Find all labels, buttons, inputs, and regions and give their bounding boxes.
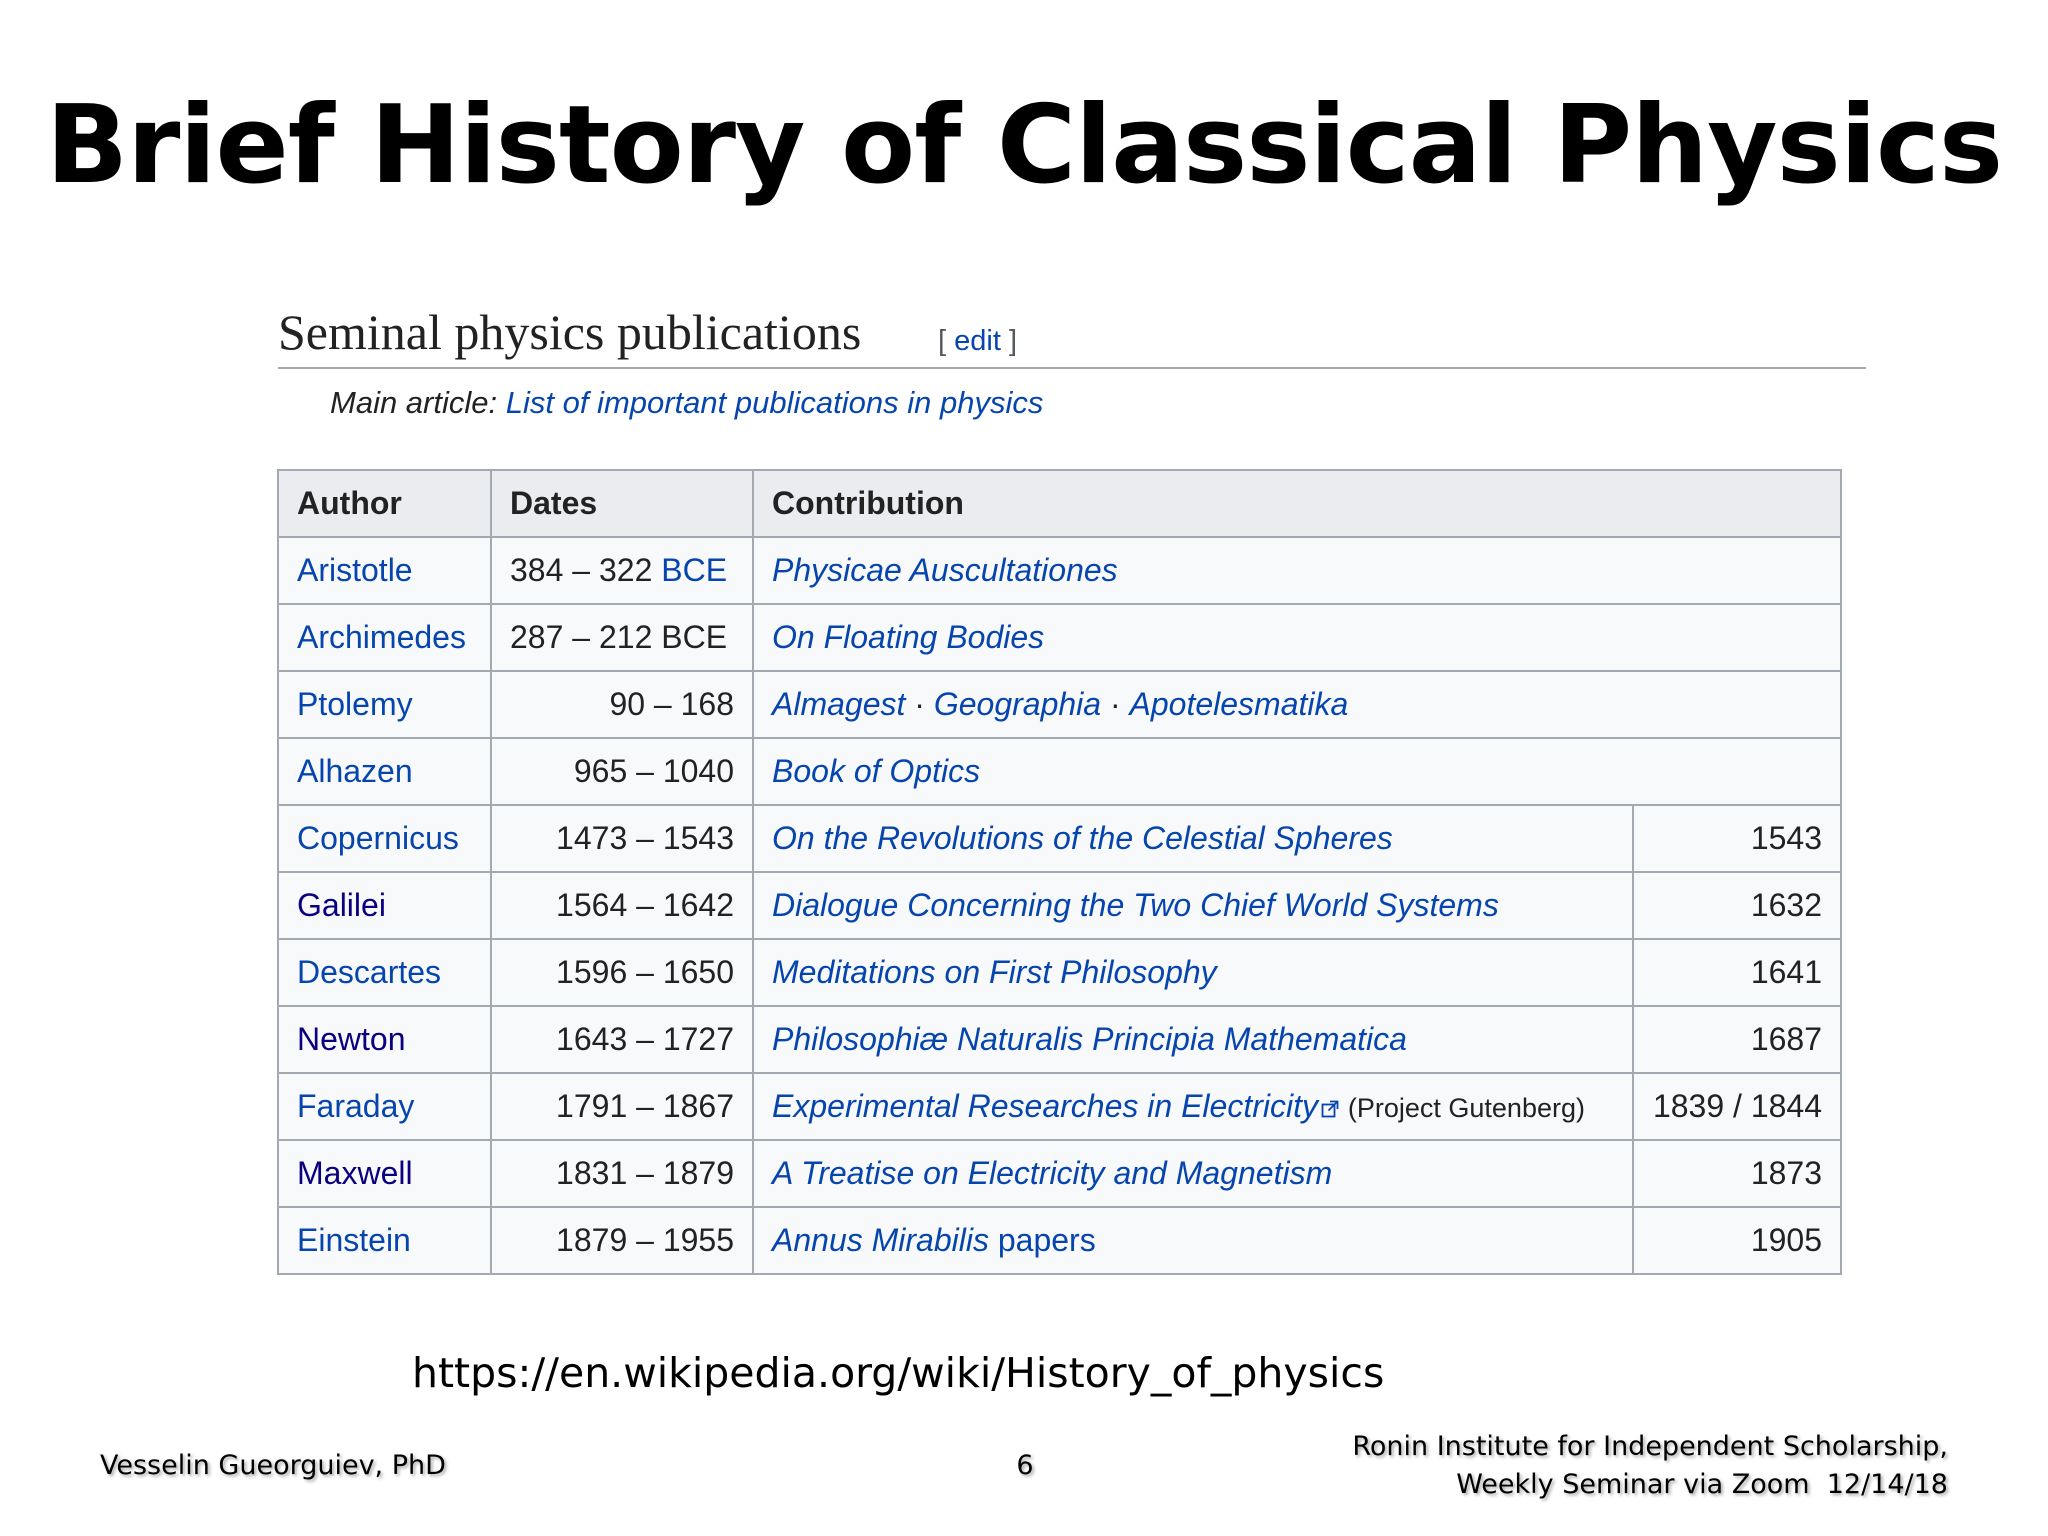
table-row [278, 939, 1841, 1006]
contribution-link[interactable]: On Floating Bodies [772, 619, 1045, 655]
external-link-icon [1321, 1100, 1339, 1118]
author-cell [278, 872, 491, 939]
edit-bracket-close: ] [1000, 325, 1018, 357]
dates-cell: 90 – 168 [491, 671, 753, 738]
contribution-link[interactable]: Geographia [933, 686, 1102, 722]
hatnote-prefix: Main article: [330, 385, 506, 420]
hatnote [330, 385, 1043, 421]
author-cell [278, 604, 491, 671]
contribution-note: (Project Gutenberg) [1347, 1093, 1585, 1123]
contribution-link[interactable]: Physicae Auscultationes [772, 552, 1118, 588]
table-row [278, 738, 1841, 805]
column-header-contribution[interactable]: Contribution [753, 470, 1841, 537]
contribution-suffix[interactable]: papers [988, 1222, 1096, 1258]
table-row [278, 604, 1841, 671]
contribution-cell [753, 1140, 1633, 1207]
table-row [278, 1207, 1841, 1274]
contribution-link[interactable]: A Treatise on Electricity and Magnetism [772, 1155, 1333, 1191]
contribution-cell [753, 604, 1841, 671]
footer-institution-line2: Weekly Seminar via Zoom 12/14/18 [1456, 1469, 1948, 1500]
year-cell: 1543 [1633, 805, 1841, 872]
author-cell [278, 738, 491, 805]
column-header-author[interactable]: Author [278, 470, 491, 537]
table-row [278, 1073, 1841, 1140]
year-cell: 1839 / 1844 [1633, 1073, 1841, 1140]
bce-link[interactable]: BCE [661, 552, 728, 588]
contribution-link[interactable]: Annus Mirabilis [772, 1222, 989, 1258]
author-link[interactable]: Einstein [297, 1222, 411, 1258]
contribution-link[interactable]: Experimental Researches in Electricity [772, 1088, 1318, 1124]
author-link[interactable]: Descartes [297, 954, 442, 990]
slide-title: Brief History of Classical Physics [45, 83, 2003, 208]
author-link[interactable]: Aristotle [297, 552, 413, 588]
year-cell: 1905 [1633, 1207, 1841, 1274]
source-url: https://en.wikipedia.org/wiki/History_of_physics [412, 1349, 1385, 1397]
author-link[interactable]: Maxwell [297, 1155, 413, 1191]
author-link[interactable]: Copernicus [297, 820, 459, 856]
dates-cell: 287 – 212 BCE [491, 604, 753, 671]
contribution-cell [753, 872, 1633, 939]
author-cell [278, 1140, 491, 1207]
contribution-cell [753, 738, 1841, 805]
contribution-cell [753, 671, 1841, 738]
dates-cell [491, 537, 753, 604]
dates-cell: 1473 – 1543 [491, 805, 753, 872]
contribution-link[interactable]: Meditations on First Philosophy [772, 954, 1217, 990]
dates-cell: 1596 – 1650 [491, 939, 753, 1006]
table-row [278, 872, 1841, 939]
footer-author: Vesselin Gueorguiev, PhD [100, 1450, 446, 1481]
contribution-cell [753, 1207, 1633, 1274]
footer-institution-line1: Ronin Institute for Independent Scholarship, [1352, 1431, 1948, 1462]
contribution-link[interactable]: Apotelesmatika [1129, 686, 1349, 722]
contribution-cell [753, 1006, 1633, 1073]
contribution-link[interactable]: Dialogue Concerning the Two Chief World Systems [772, 887, 1499, 923]
year-cell: 1632 [1633, 872, 1841, 939]
author-cell [278, 671, 491, 738]
dates-text: 384 – 322 [510, 552, 662, 588]
author-cell [278, 1207, 491, 1274]
page-number: 6 [1016, 1450, 1034, 1481]
dates-cell: 1791 – 1867 [491, 1073, 753, 1140]
author-link[interactable]: Newton [297, 1021, 406, 1057]
author-cell [278, 537, 491, 604]
author-cell [278, 1006, 491, 1073]
year-cell: 1873 [1633, 1140, 1841, 1207]
author-link[interactable]: Archimedes [297, 619, 466, 655]
contribution-link[interactable]: Book of Optics [772, 753, 981, 789]
contribution-link[interactable]: On the Revolutions of the Celestial Spheres [772, 820, 1393, 856]
contribution-cell [753, 537, 1841, 604]
author-cell [278, 1073, 491, 1140]
dates-cell: 1643 – 1727 [491, 1006, 753, 1073]
author-link[interactable]: Ptolemy [297, 686, 413, 722]
separator: · [1101, 686, 1130, 722]
contribution-cell [753, 1073, 1633, 1140]
author-link[interactable]: Faraday [297, 1088, 415, 1124]
dates-cell: 965 – 1040 [491, 738, 753, 805]
contribution-link[interactable]: Almagest [772, 686, 906, 722]
publications-table [277, 469, 1842, 1275]
contribution-cell [753, 805, 1633, 872]
table-row [278, 671, 1841, 738]
separator: · [905, 686, 934, 722]
edit-bracket-open: [ [938, 325, 955, 357]
author-cell [278, 805, 491, 872]
table-row [278, 1140, 1841, 1207]
dates-cell: 1879 – 1955 [491, 1207, 753, 1274]
contribution-cell [753, 939, 1633, 1006]
section-heading [278, 305, 1866, 369]
dates-cell: 1564 – 1642 [491, 872, 753, 939]
author-link[interactable]: Alhazen [297, 753, 413, 789]
footer-institution [1352, 1428, 1948, 1504]
year-cell: 1687 [1633, 1006, 1841, 1073]
table-row [278, 805, 1841, 872]
year-cell: 1641 [1633, 939, 1841, 1006]
edit-link[interactable]: edit [954, 325, 1001, 357]
author-link[interactable]: Galilei [297, 887, 386, 923]
section-heading-text: Seminal physics publications [278, 304, 862, 360]
table-row [278, 537, 1841, 604]
edit-section [938, 325, 1017, 358]
table-header-row [278, 470, 1841, 537]
table-row [278, 1006, 1841, 1073]
contribution-link[interactable]: Philosophiæ Naturalis Principia Mathematica [772, 1021, 1407, 1057]
dates-cell: 1831 – 1879 [491, 1140, 753, 1207]
author-cell [278, 939, 491, 1006]
column-header-dates[interactable]: Dates [491, 470, 753, 537]
hatnote-link[interactable]: List of important publications in physics [505, 385, 1044, 420]
